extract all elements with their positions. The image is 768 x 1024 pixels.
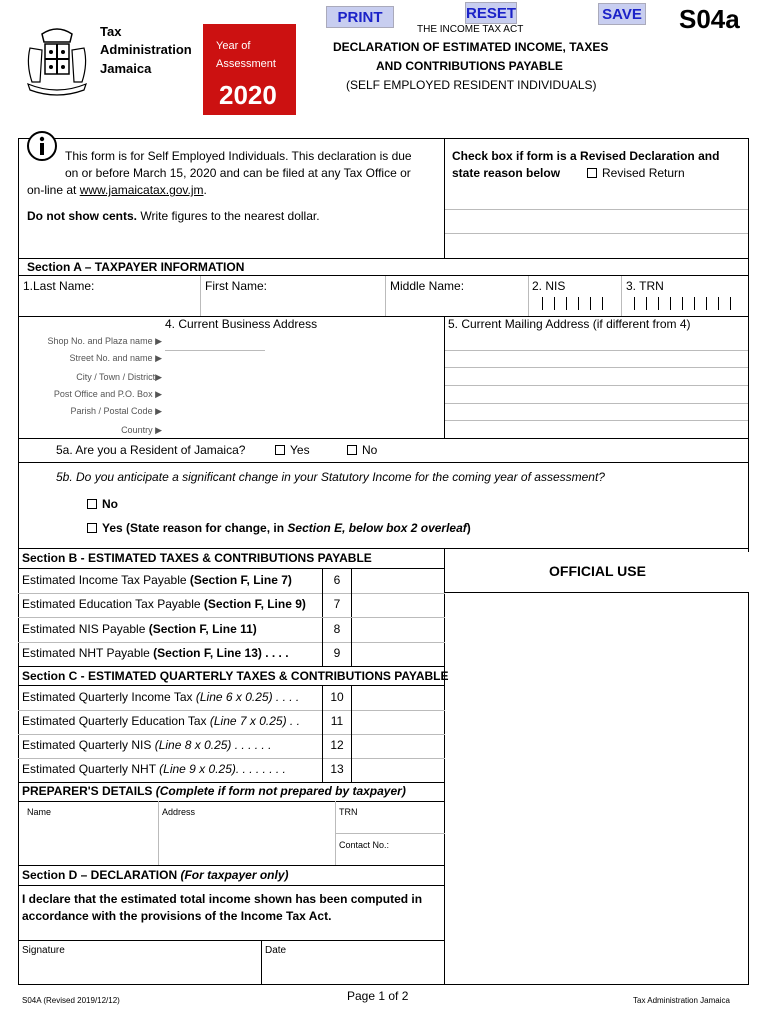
year-label-2: Assessment [216,58,276,70]
footer-page-number: Page 1 of 2 [347,989,409,1003]
resident-question: 5a. Are you a Resident of Jamaica? [56,443,246,457]
section-b-amount-input[interactable] [352,642,444,666]
trn-label: 3. TRN [626,279,664,293]
resident-yes-checkbox[interactable]: Yes [275,443,310,457]
info-line-1: This form is for Self Employed Individuals. This declaration is due [65,149,412,163]
form-title-1: DECLARATION OF ESTIMATED INCOME, TAXES [333,40,609,54]
section-b-line-number: 9 [333,646,341,660]
form-subtitle: (SELF EMPLOYED RESIDENT INDIVIDUALS) [346,78,597,92]
preparer-name-label: Name [27,807,52,817]
section-b-amount-input[interactable] [352,618,444,642]
section-c-row-label: Estimated Quarterly Income Tax (Line 6 x 0.25) . . . . [22,690,300,704]
section-b-title: Section B - ESTIMATED TAXES & CONTRIBUTIONS PAYABLE [22,551,372,565]
section-b-row-label: Estimated Income Tax Payable (Section F, Line 7) [22,573,292,587]
agency-line-1: Tax [100,24,122,39]
declaration-text-1: I declare that the estimated total income shown has been computed in [22,892,423,906]
last-name-label: 1.Last Name: [23,279,95,293]
form-title-2: AND CONTRIBUTIONS PAYABLE [376,59,563,73]
footer-agency: Tax Administration Jamaica [633,996,730,1005]
mailing-address-label: 5. Current Mailing Address (if different from 4) [448,317,691,331]
agency-line-2: Administration [100,42,192,57]
date-label: Date [265,945,287,956]
trn-input[interactable] [626,297,736,310]
declaration-text-2: accordance with the provisions of the Income Tax Act. [22,909,332,923]
preparer-trn-label: TRN [339,807,358,817]
act-title: THE INCOME TAX ACT [417,24,524,35]
footer-form-revision: S04A (Revised 2019/12/12) [22,996,120,1005]
address-field-po-box[interactable]: Post Office and P.O. Box ▶ [53,389,162,399]
income-change-no-checkbox[interactable]: No [87,497,118,511]
section-c-row-label: Estimated Quarterly Education Tax (Line 7 x 0.25) . . [22,714,300,728]
income-change-yes-checkbox[interactable]: Yes (State reason for change, in Section E, below box 2 overleaf) [87,521,471,535]
address-field-street[interactable]: Street No. and name ▶ [69,353,162,363]
print-button[interactable]: PRINT [326,6,394,28]
section-c-row-label: Estimated Quarterly NHT (Line 9 x 0.25). . . . . . . . [22,762,286,776]
section-d-title: Section D – DECLARATION (For taxpayer only) [22,868,289,882]
section-c-amount-input[interactable] [352,686,444,710]
preparer-title: PREPARER'S DETAILS (Complete if form not prepared by taxpayer) [22,784,406,798]
section-b-row-label: Estimated NHT Payable (Section F, Line 13) . . . . [22,646,289,660]
business-address-label: 4. Current Business Address [165,317,318,331]
section-b-row-label: Estimated Education Tax Payable (Section F, Line 9) [22,597,306,611]
nis-input[interactable] [532,297,618,310]
section-c-line-number: 11 [330,714,344,728]
save-button[interactable]: SAVE [598,3,646,25]
signature-label: Signature [22,945,65,956]
section-c-amount-input[interactable] [352,758,444,782]
section-c-amount-input[interactable] [352,710,444,734]
section-b-line-number: 6 [333,573,341,587]
year-of-assessment-box [203,24,296,115]
section-b-line-number: 8 [333,622,341,636]
section-a-title: Section A – TAXPAYER INFORMATION [27,260,245,274]
section-b-line-number: 7 [333,597,341,611]
revised-line-1: Check box if form is a Revised Declaration and [452,149,720,163]
address-field-country[interactable]: Country ▶ [121,425,162,435]
preparer-contact-label: Contact No.: [339,840,390,850]
section-b-row-label: Estimated NIS Payable (Section F, Line 11) [22,622,257,636]
year-value: 2020 [219,80,277,110]
preparer-address-label: Address [162,807,196,817]
section-b-amount-input[interactable] [352,569,444,593]
revised-line-2: state reason below [452,166,561,180]
info-icon [26,130,58,162]
website-link[interactable]: www.jamaicatax.gov.jm [79,183,204,197]
nis-label: 2. NIS [532,279,566,293]
income-change-question: 5b. Do you anticipate a significant change in your Statutory Income for the coming year of assessment? [56,470,605,484]
address-field-parish[interactable]: Parish / Postal Code ▶ [70,406,162,416]
info-line-2: on or before March 15, 2020 and can be filed at any Tax Office or [65,166,411,180]
form-code: S04a [679,4,740,34]
official-use-label: OFFICIAL USE [549,563,646,579]
section-c-row-label: Estimated Quarterly NIS (Line 8 x 0.25) . . . . . . [22,738,272,752]
first-name-label: First Name: [205,279,268,293]
section-c-amount-input[interactable] [352,734,444,758]
section-c-line-number: 13 [330,762,344,776]
section-c-line-number: 12 [330,738,344,752]
section-b-amount-input[interactable] [352,593,444,617]
revised-return-checkbox[interactable]: Revised Return [587,166,685,180]
resident-no-checkbox[interactable]: No [347,443,377,457]
middle-name-label: Middle Name: [390,279,465,293]
year-label-1: Year of [216,40,251,52]
address-field-city[interactable]: City / Town / District▶ [76,372,162,382]
no-cents-note: Do not show cents. Write figures to the nearest dollar. [27,209,320,223]
agency-line-3: Jamaica [100,61,152,76]
address-field-shop[interactable]: Shop No. and Plaza name ▶ [47,336,162,346]
section-c-line-number: 10 [330,690,344,704]
section-c-title: Section C - ESTIMATED QUARTERLY TAXES & CONTRIBUTIONS PAYABLE [22,669,449,683]
info-line-3: on-line at www.jamaicatax.gov.jm. [27,183,207,197]
coat-of-arms-icon [22,24,92,96]
reset-button[interactable]: RESET [465,2,517,24]
